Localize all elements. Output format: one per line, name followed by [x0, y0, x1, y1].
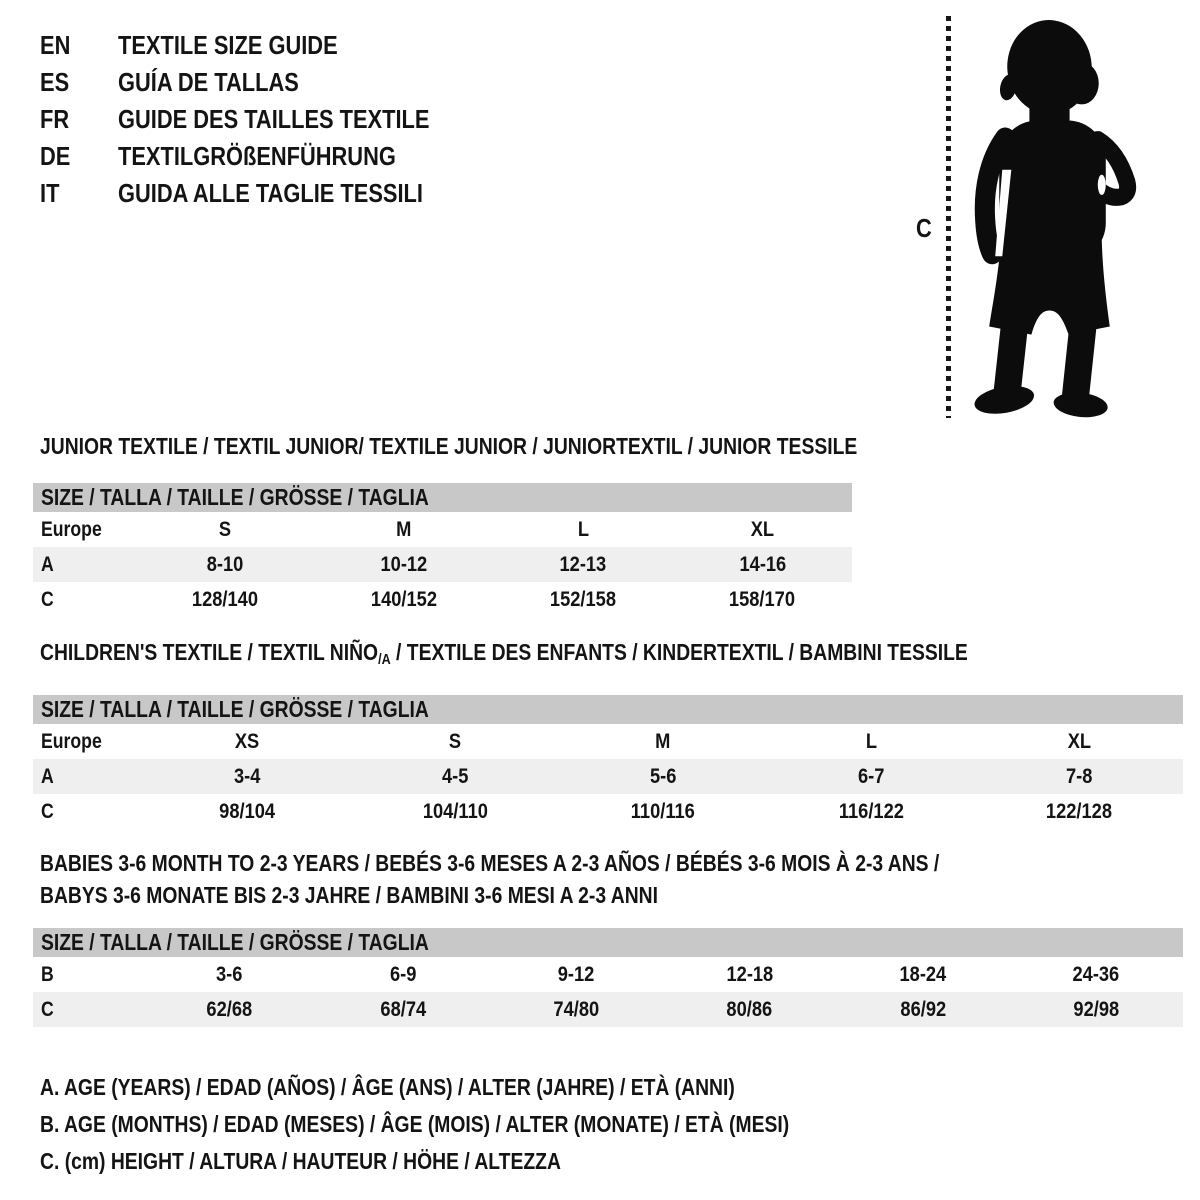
language-code: FR: [40, 104, 70, 134]
table-row-height: [33, 992, 1183, 1027]
row-label: Europe: [41, 730, 102, 753]
language-title: TEXTILE SIZE GUIDE: [118, 30, 338, 60]
legend-line-b: B. AGE (MONTHS) / EDAD (MESES) / ÂGE (MOIS) / ALTER (MONATE) / ETÀ (MESI): [40, 1111, 790, 1137]
row-label: B: [41, 963, 54, 986]
height-cell: 68/74: [380, 998, 426, 1021]
row-label: C: [41, 588, 54, 611]
age-cell: 14-16: [739, 553, 786, 576]
age-cell: 10-12: [380, 553, 428, 576]
babies-section-title-line1: BABIES 3-6 MONTH TO 2-3 YEARS / BEBÉS 3-6 MESES A 2-3 AÑOS / BÉBÉS 3-6 MOIS À 2-3 ANS /: [40, 850, 940, 876]
language-code: DE: [40, 141, 71, 171]
language-row: [40, 138, 489, 175]
babies-size-table: [33, 928, 1183, 1027]
language-title: TEXTILGRÖßENFÜHRUNG: [118, 141, 396, 171]
toddler-silhouette-icon: [960, 17, 1138, 419]
height-cell: 62/68: [206, 998, 253, 1021]
age-cell: 3-4: [233, 765, 261, 788]
height-cell: 92/98: [1073, 998, 1120, 1021]
age-cell: 5-6: [649, 765, 677, 788]
age-cell: 7-8: [1065, 765, 1093, 788]
size-header-band: SIZE / TALLA / TAILLE / GRÖSSE / TAGLIA: [33, 695, 1183, 724]
language-code: IT: [40, 178, 60, 208]
language-title: GUÍA DE TALLAS: [118, 67, 299, 97]
size-cell: XL: [750, 518, 775, 541]
height-cell: 110/116: [630, 800, 696, 823]
children-size-table: [33, 695, 1183, 829]
height-cell: 104/110: [422, 800, 488, 823]
babies-section-title-line2: BABYS 3-6 MONATE BIS 2-3 JAHRE / BAMBINI 3-6 MESI A 2-3 ANNI: [40, 882, 658, 908]
height-cell: 140/152: [370, 588, 437, 611]
table-row-height: [33, 794, 1183, 829]
height-cell: 152/158: [550, 588, 617, 611]
language-row: [40, 101, 489, 138]
height-cell: 128/140: [191, 588, 258, 611]
months-cell: 24-36: [1072, 963, 1120, 986]
height-cell: 158/170: [729, 588, 796, 611]
table-row-europe: [33, 724, 1183, 759]
language-title: GUIDA ALLE TAGLIE TESSILI: [118, 178, 423, 208]
language-code: EN: [40, 30, 71, 60]
row-label: A: [41, 765, 54, 788]
language-title-list: [40, 27, 489, 212]
legend-line-c: C. (cm) HEIGHT / ALTURA / HAUTEUR / HÖHE / ALTEZZA: [40, 1148, 561, 1174]
junior-section-title: JUNIOR TEXTILE / TEXTIL JUNIOR/ TEXTILE JUNIOR / JUNIORTEXTIL / JUNIOR TESSILE: [40, 433, 858, 459]
table-row-age: [33, 547, 852, 582]
language-row: [40, 64, 489, 101]
size-cell: S: [448, 730, 462, 753]
language-row: [40, 175, 489, 212]
size-header-band: SIZE / TALLA / TAILLE / GRÖSSE / TAGLIA: [33, 928, 1183, 957]
months-cell: 9-12: [558, 963, 595, 986]
age-cell: 4-5: [441, 765, 469, 788]
height-cell: 86/92: [900, 998, 946, 1021]
months-cell: 12-18: [726, 963, 774, 986]
months-cell: 3-6: [216, 963, 243, 986]
legend-line-a: A. AGE (YEARS) / EDAD (AÑOS) / ÂGE (ANS) / ALTER (JAHRE) / ETÀ (ANNI): [40, 1074, 735, 1100]
table-row-height: [33, 582, 852, 617]
months-cell: 6-9: [389, 963, 417, 986]
size-header-band: SIZE / TALLA / TAILLE / GRÖSSE / TAGLIA: [33, 483, 852, 512]
height-cell: 98/104: [219, 800, 275, 823]
height-cell: 74/80: [553, 998, 600, 1021]
age-cell: 8-10: [206, 553, 243, 576]
size-cell: M: [396, 518, 412, 541]
language-title: GUIDE DES TAILLES TEXTILE: [118, 104, 430, 134]
height-cell: 122/128: [1045, 800, 1113, 823]
table-row-age: [33, 759, 1183, 794]
height-cell: 80/86: [726, 998, 773, 1021]
legend: [40, 1069, 932, 1180]
height-measure-label: C: [916, 213, 932, 243]
size-cell: XS: [234, 730, 260, 753]
table-row-months: [33, 957, 1183, 992]
language-row: [40, 27, 489, 64]
row-label: Europe: [41, 518, 102, 541]
row-label: C: [41, 800, 54, 823]
row-label: C: [41, 998, 54, 1021]
table-row-europe: [33, 512, 852, 547]
size-cell: XL: [1067, 730, 1091, 753]
size-cell: S: [218, 518, 231, 541]
size-cell: M: [655, 730, 671, 753]
row-label: A: [41, 553, 54, 576]
size-cell: L: [577, 518, 589, 541]
size-cell: L: [865, 730, 877, 753]
children-section-title: CHILDREN'S TEXTILE / TEXTIL NIÑO/A / TEXTILE DES ENFANTS / KINDERTEXTIL / BAMBINI TESSILE: [40, 639, 968, 668]
junior-size-table: [33, 483, 852, 617]
language-code: ES: [40, 67, 70, 97]
age-cell: 6-7: [857, 765, 885, 788]
age-cell: 12-13: [559, 553, 607, 576]
height-cell: 116/122: [838, 800, 904, 823]
months-cell: 18-24: [899, 963, 947, 986]
